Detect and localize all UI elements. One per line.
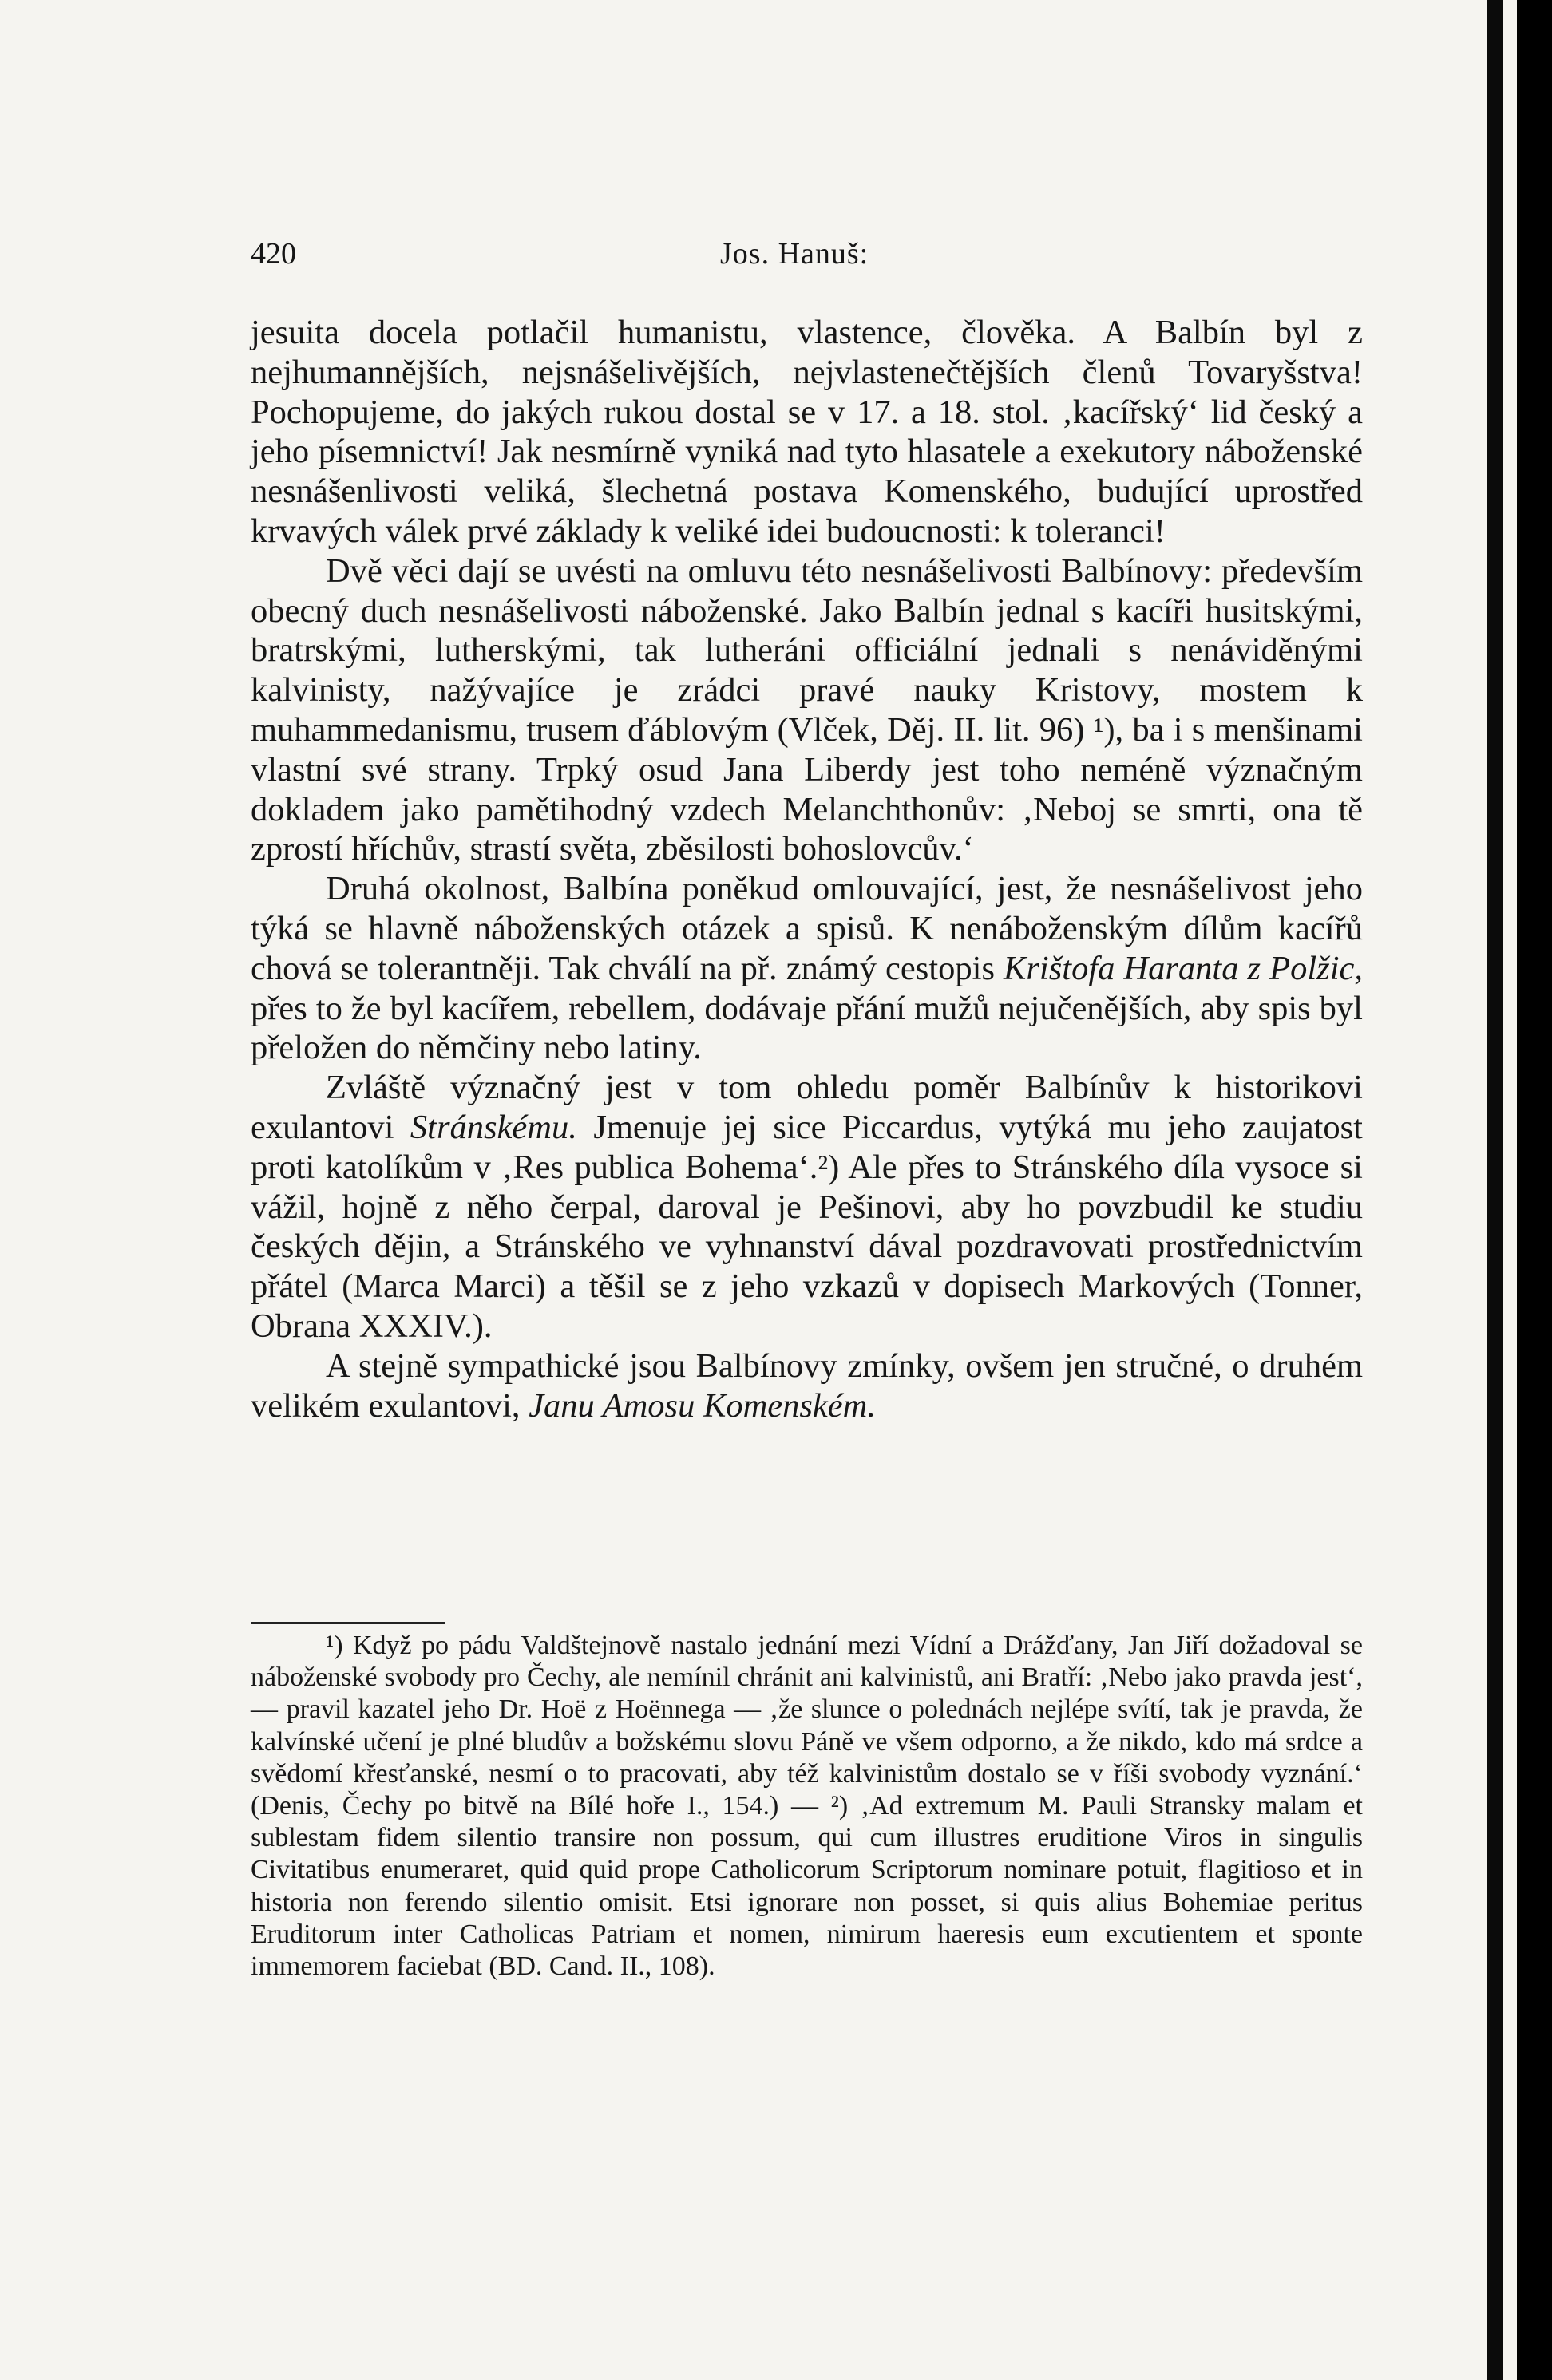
paragraph-3-text: Druhá okolnost, Balbína poněkud omlouvající, jest, že nesnášelivost jeho týká se hlavně náboženských otázek a spisů. K nenáboženským dílům kacířů chová se tolerantněji. Tak chválí na př. známý cestopis Krištofa Haranta z Polžic, přes to že byl kacířem, rebellem, dodávaje přání mužů nejučenějších, aby spis byl přeložen do němčiny nebo latiny. xyxy=(251,870,1363,1067)
paragraph-2: Dvě věci dají se uvésti na omluvu této nesnášelivosti Balbínovy: především obecný duch nesnášelivosti náboženské. Jako Balbín jednal s kacíři husitskými, bratrskými, lutherskými, tak lutheráni officiální jednali s nenáviděnými kalvinisty, nažývajíce je zrádci pravé nauky Kristovy, mostem k muhammedanismu, trusem ďáblovým (Vlček, Děj. II. lit. 96) ¹), ba i s menšinami vlastní své strany. Trpký osud Jana Liberdy jest toho neméně význačným dokladem jako pamětihodný vzdech Melanchthonův: ‚Neboj se smrti, ona tě zprostí hříchův, strastí světa, zběsilosti bohoslovcův.‘ xyxy=(251,552,1363,868)
running-head-author: Jos. Hanuš: xyxy=(720,237,869,271)
footnote-rule xyxy=(251,1622,445,1624)
page-number: 420 xyxy=(251,237,296,271)
running-head xyxy=(251,236,1368,276)
paragraph-3 xyxy=(251,869,1363,1068)
paragraph-1: jesuita docela potlačil humanistu, vlastence, člověka. A Balbín byl z nejhumannějších, nejsnášelivějších, nejvlastenečtějších členů Tovaryšstva! Pochopujeme, do jakých rukou dostal se v 17. a 18. stol. ‚kacířský‘ lid český a jeho písemnictví! Jak nesmírně vyniká nad tyto hlasatele a exekutory náboženské nesnášenlivosti veliká, šlechetná postava Komenského, budující uprostřed krvavých válek prvé základy k veliké idei budoucnosti: k toleranci! xyxy=(251,314,1363,550)
footnotes xyxy=(251,1630,1363,1983)
paragraph-4: Zvláště význačný jest v tom ohledu poměr Balbínův k historikovi exulantovi Stránskému. Jmenuje jej sice Piccardus, vytýká mu jeho zaujatost proti katolíkům v ‚Res publica Bohema‘.²) Ale přes to Stránského díla vysoce si vážil, hojně z něho čerpal, daroval je Pešinovi, aby ho povzbudil ke studiu českých dějin, a Stránského ve vyhnanství dával pozdravovati prostřednictvím přátel (Marca Marci) a těšil se z jeho vzkazů v dopisech Markových (Tonner, Obrana XXXIV.). xyxy=(251,1069,1363,1345)
main-text xyxy=(251,313,1363,1425)
page-edge-line xyxy=(1487,0,1503,2380)
footnote-text: ¹) Když po pádu Valdštejnově nastalo jednání mezi Vídní a Drážďany, Jan Jiří dožadoval se náboženské svobody pro Čechy, ale nemínil chránit ani kalvinistů, ani Bratří: ‚Nebo jako pravda jest‘, — pravil kazatel jeho Dr. Hoë z Hoënnega — ‚že slunce o polednách nejlépe svítí, tak je pravda, že kalvínské učení je plné bludův a božskému slovu Páně ve všem odporno, a že nikdo, kdo má srdce a svědomí křesťanské, nesmí o to pracovati, aby též kalvinistům dostalo se v říši svobody vyznání.‘ (Denis, Čechy po bitvě na Bílé hoře I., 154.) — ²) ‚Ad extremum M. Pauli Stransky malam et sublestam fidem silentio transire non possum, qui cum illustres eruditione Viros in singulis Civitatibus enumeraret, quid quid prope Catholicorum Scriptorum nominare potuit, flagitioso et in historia non ferendo silentio omisit. Etsi ignorare non posset, si quis alius Bohemiae peritus Eruditorum inter Catholicas Patriam et nomen, nimirum haeresis eum excutientem et sponte immemorem faciebat (BD. Cand. II., 108). xyxy=(251,1631,1363,1982)
paragraph-5: A stejně sympathické jsou Balbínovy zmínky, ovšem jen stručné, o druhém velikém exulantovi, Janu Amosu Komenském. xyxy=(251,1346,1363,1425)
